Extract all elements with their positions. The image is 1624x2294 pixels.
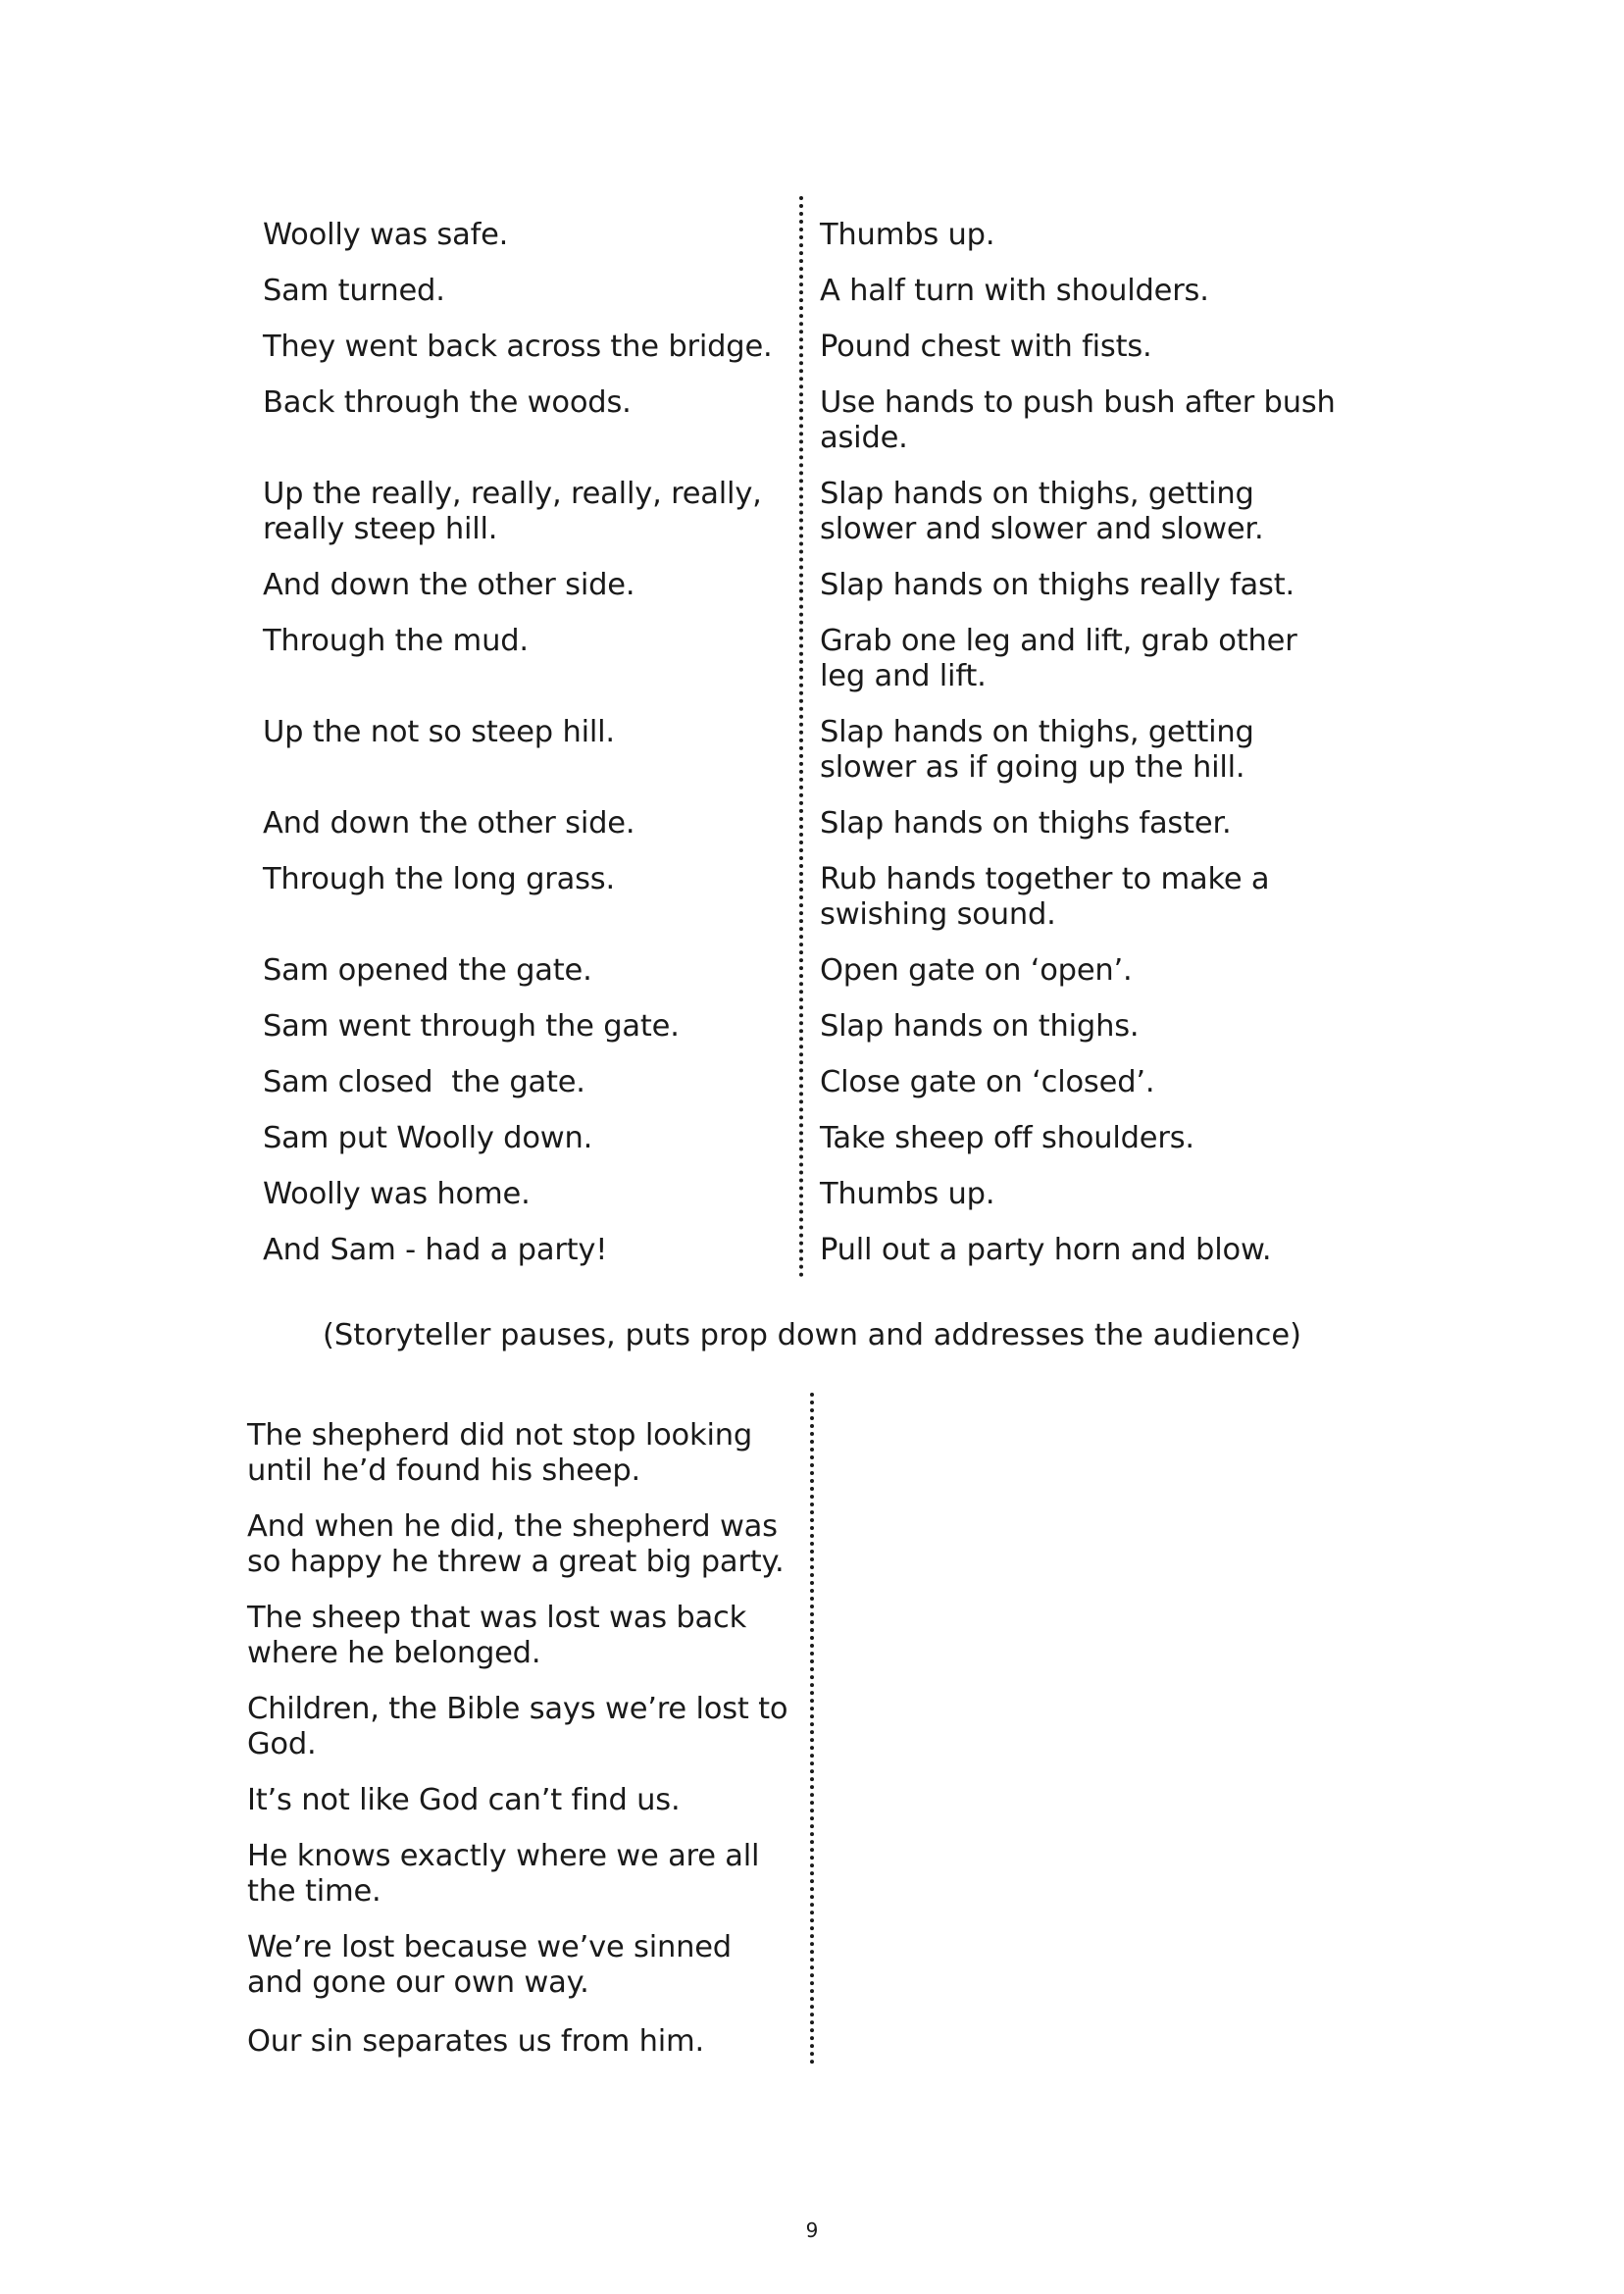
address-line: The shepherd did not stop looking until he’d found his sheep. (247, 1418, 753, 1488)
narration-cell: Through the long grass. (263, 862, 615, 896)
page-number: 9 (805, 2218, 819, 2242)
stage-direction: (Storyteller pauses, puts prop down and addresses the audience) (322, 1318, 1301, 1352)
action-cell: Use hands to push bush after bush aside. (820, 385, 1336, 455)
narration-cell: Sam went through the gate. (263, 1009, 680, 1044)
narration-cell: Up the not so steep hill. (263, 715, 615, 749)
narration-cell: Through the mud. (263, 624, 529, 658)
action-cell: Open gate on ‘open’. (820, 953, 1133, 988)
narration-cell: And down the other side. (263, 568, 635, 602)
narration-cell: Sam put Woolly down. (263, 1121, 593, 1155)
narration-cell: And Sam - had a party! (263, 1233, 608, 1267)
address-line: The sheep that was lost was back where he belonged. (247, 1601, 747, 1670)
narration-cell: Sam opened the gate. (263, 953, 592, 988)
action-cell: Pound chest with fists. (820, 330, 1152, 364)
narration-cell: They went back across the bridge. (263, 330, 773, 364)
action-cell: Slap hands on thighs, getting slower as if going up the hill. (820, 715, 1254, 785)
action-cell: Close gate on ‘closed’. (820, 1065, 1155, 1099)
address-line: And when he did, the shepherd was so happy he threw a great big party. (247, 1509, 785, 1579)
action-cell: Slap hands on thighs faster. (820, 806, 1232, 841)
address-line: Children, the Bible says we’re lost to God. (247, 1692, 788, 1761)
action-cell: Slap hands on thighs. (820, 1009, 1140, 1044)
narration-cell: Woolly was home. (263, 1177, 531, 1211)
address-line: We’re lost because we’ve sinned and gone our own way. (247, 1930, 732, 2000)
action-cell: Thumbs up. (820, 1177, 995, 1211)
column-divider (810, 1393, 814, 2065)
action-cell: Pull out a party horn and blow. (820, 1233, 1272, 1267)
narration-cell: Sam turned. (263, 274, 445, 308)
narration-cell: Back through the woods. (263, 385, 632, 420)
action-cell: A half turn with shoulders. (820, 274, 1209, 308)
address-line: He knows exactly where we are all the time. (247, 1839, 760, 1909)
action-cell: Slap hands on thighs, getting slower and slower and slower. (820, 477, 1264, 546)
narration-cell: Woolly was safe. (263, 218, 509, 252)
address-line: It’s not like God can’t find us. (247, 1783, 681, 1817)
column-divider (799, 196, 803, 1278)
action-cell: Rub hands together to make a swishing sound. (820, 862, 1270, 932)
narration-cell: Up the really, really, really, really, really steep hill. (263, 477, 762, 546)
address-line: Our sin separates us from him. (247, 2024, 705, 2059)
action-cell: Take sheep off shoulders. (820, 1121, 1194, 1155)
narration-cell: And down the other side. (263, 806, 635, 841)
action-cell: Slap hands on thighs really fast. (820, 568, 1294, 602)
narration-cell: Sam closed the gate. (263, 1065, 585, 1099)
action-cell: Grab one leg and lift, grab other leg and lift. (820, 624, 1297, 693)
action-cell: Thumbs up. (820, 218, 995, 252)
